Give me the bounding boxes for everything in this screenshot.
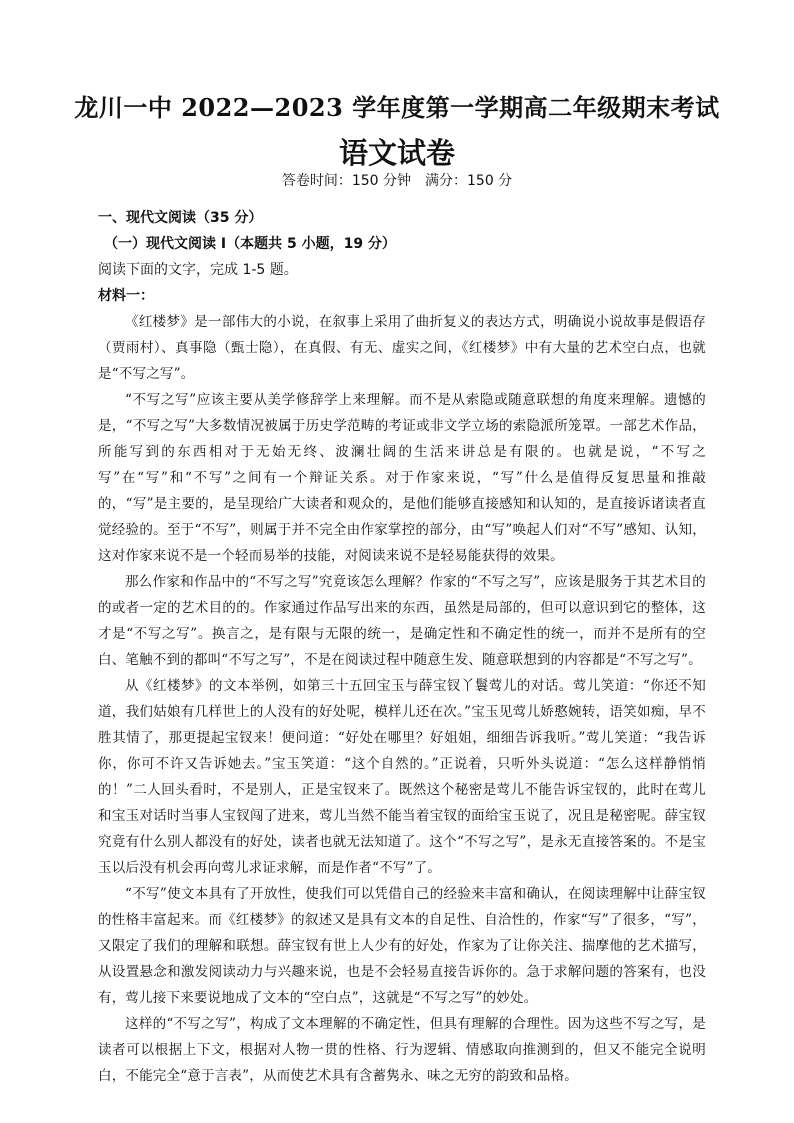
time-label: 答卷时间：150 分钟 — [281, 173, 411, 189]
exam-content — [98, 205, 706, 1089]
paragraph: 《红楼梦》是一部伟大的小说，在叙事上采用了曲折复义的表达方式，明确说小说故事是假语存（贾雨村）、真事隐（甄士隐），在真假、有无、虚实之间，《红楼梦》中有大量的艺术空白点，也就是“不写之写”。 — [98, 314, 706, 382]
exam-meta — [0, 170, 794, 190]
paragraph: 从《红楼梦》的文本举例，如第三十五回宝玉与薛宝钗丫鬟莺儿的对话。莺儿笑道：“你还不知道，我们姑娘有几样世上的人没有的好处呢，模样儿还在次。”宝玉见莺儿娇憨婉转，语笑如痴，早不胜其情了，那更提起宝钗来！便问道：“好处在哪里？好姐姐，细细告诉我听。”莺儿笑道：“我告诉你，你可不许又告诉她去。”宝玉笑道：“这个自然的。”正说着，只听外头说道：“怎么这样静悄悄的！”二人回头看时，不是别人，正是宝钗来了。既然这个秘密是莺儿不能告诉宝钗的，此时在莺儿和宝玉对话时当事人宝钗闯了进来，莺儿当然不能当着宝钗的面给宝玉说了，况且是秘密呢。薛宝钗究竟有什么别人都没有的好处，读者也就无法知道了。这个“不写之写”，是永无直接答案的。不是宝玉以后没有机会再向莺儿求证求解，而是作者“不写”了。 — [98, 678, 706, 876]
reading-instruction: 阅读下面的文字，完成 1-5 题。 — [98, 262, 298, 278]
paragraph: 这样的“不写之写”，构成了文本理解的不确定性，但具有理解的合理性。因为这些不写之写，是读者可以根据上下文，根据对人物一贯的性格、行为逻辑、情感取向推测到的，但又不能完全说明白，不能完全“意于言表”，从而使艺术具有含蓄隽永、味之无穷的韵致和品格。 — [98, 1016, 706, 1084]
paragraph: “不写之写”应该主要从美学修辞学上来理解。而不是从索隐或随意联想的角度来理解。遗憾的是，“不写之写”大多数情况被属于历史学范畴的考证或非文学立场的索隐派所笼罩。一部艺术作品，所能写到的东西相对于无始无终、波澜壮阔的生活来讲总是有限的。也就是说，“不写之写”在“写”和“不写”之间有一个辩证关系。对于作家来说，“写”什么是值得反复思量和推敲的，“写”是主要的，是呈现给广大读者和观众的，是他们能够直接感知和认知的，是直接诉诸读者直觉经验的。至于“不写”，则属于并不完全由作家掌控的部分，由“写”唤起人们对“不写”感知、认知，这对作家来说不是一个轻而易举的技能，对阅读来说不是轻易能获得的效果。 — [98, 392, 706, 564]
section-title: 一、现代文阅读（35 分） — [98, 210, 263, 226]
paragraph: 那么作家和作品中的“不写之写”究竟该怎么理解？作家的“不写之写”，应该是服务于其艺术目的的或者一定的艺术目的的。作家通过作品写出来的东西，虽然是局部的，但可以意识到它的整体，这才是“不写之写”。换言之，是有限与无限的统一，是确定性和不确定性的统一，而并不是所有的空白、笔触不到的都叫“不写之写”，不是在阅读过程中随意生发、随意联想到的内容都是“不写之写”。 — [98, 574, 706, 668]
paragraph: “不写”使文本具有了开放性，使我们可以凭借自己的经验来丰富和确认，在阅读理解中让薛宝钗的性格丰富起来。而《红楼梦》的叙述又是具有文本的自足性、自洽性的，作家“写”了很多，“写”，又限定了我们的理解和联想。薛宝钗有世上人少有的好处，作家为了让你关注、揣摩他的艺术描写，从设置悬念和激发阅读动力与兴趣来说，也是不会轻易直接告诉你的。急于求解问题的答案有，也没有，莺儿接下来要说地成了文本的“空白点”，这就是“不写之写”的妙处。 — [98, 886, 706, 1006]
score-label: 满分：150 分 — [425, 173, 513, 189]
exam-title: 龙川一中 2022—2023 学年度第一学期高二年级期末考试 — [74, 93, 720, 122]
part-title: （一）现代文阅读 I（本题共 5 小题，19 分） — [104, 236, 396, 252]
subject-title: 语文试卷 — [338, 136, 455, 170]
material-label: 材料一： — [98, 288, 154, 304]
